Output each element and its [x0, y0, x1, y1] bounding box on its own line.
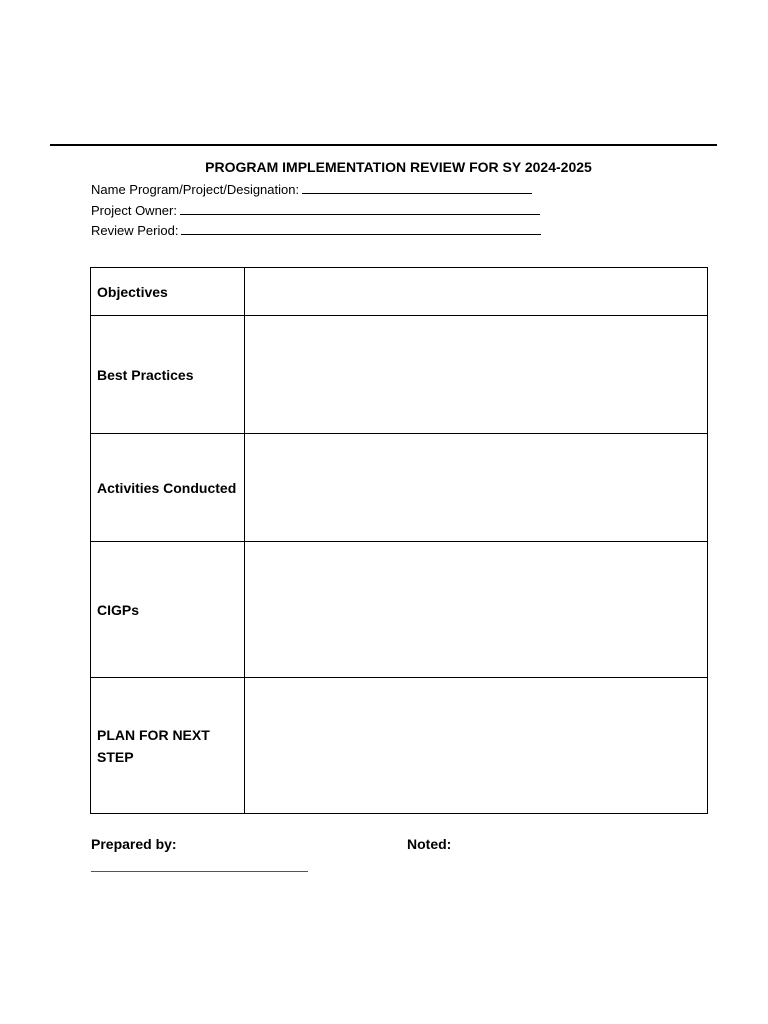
noted-label: Noted: — [407, 836, 452, 852]
table-row — [91, 434, 708, 542]
table-row — [91, 268, 708, 316]
header-rule — [50, 144, 717, 146]
row-label-activities-conducted: Activities Conducted — [91, 434, 245, 542]
field-project-owner — [91, 202, 540, 219]
field-label: Review Period: — [91, 223, 179, 238]
row-value-plan-for-next-step[interactable] — [245, 678, 708, 814]
row-value-best-practices[interactable] — [245, 316, 708, 434]
row-label-objectives: Objectives — [91, 268, 245, 316]
row-value-objectives[interactable] — [245, 268, 708, 316]
prepared-by-signature-line[interactable] — [91, 871, 308, 872]
field-program-name — [91, 181, 532, 198]
prepared-by-label: Prepared by: — [91, 836, 177, 852]
review-period-blank[interactable] — [181, 222, 541, 235]
row-label-best-practices: Best Practices — [91, 316, 245, 434]
table-row — [91, 316, 708, 434]
row-label-plan-for-next-step: PLAN FOR NEXT STEP — [91, 678, 245, 814]
field-label: Project Owner: — [91, 203, 177, 218]
row-label-cigps: CIGPs — [91, 542, 245, 678]
review-table — [90, 267, 708, 814]
project-owner-blank[interactable] — [180, 202, 540, 215]
table-row — [91, 678, 708, 814]
field-label: Name Program/Project/Designation: — [91, 182, 300, 197]
table-row — [91, 542, 708, 678]
field-review-period — [91, 222, 541, 239]
document-title: PROGRAM IMPLEMENTATION REVIEW FOR SY 2024-2025 — [205, 159, 592, 175]
row-value-cigps[interactable] — [245, 542, 708, 678]
row-value-activities-conducted[interactable] — [245, 434, 708, 542]
program-name-blank[interactable] — [302, 181, 532, 194]
